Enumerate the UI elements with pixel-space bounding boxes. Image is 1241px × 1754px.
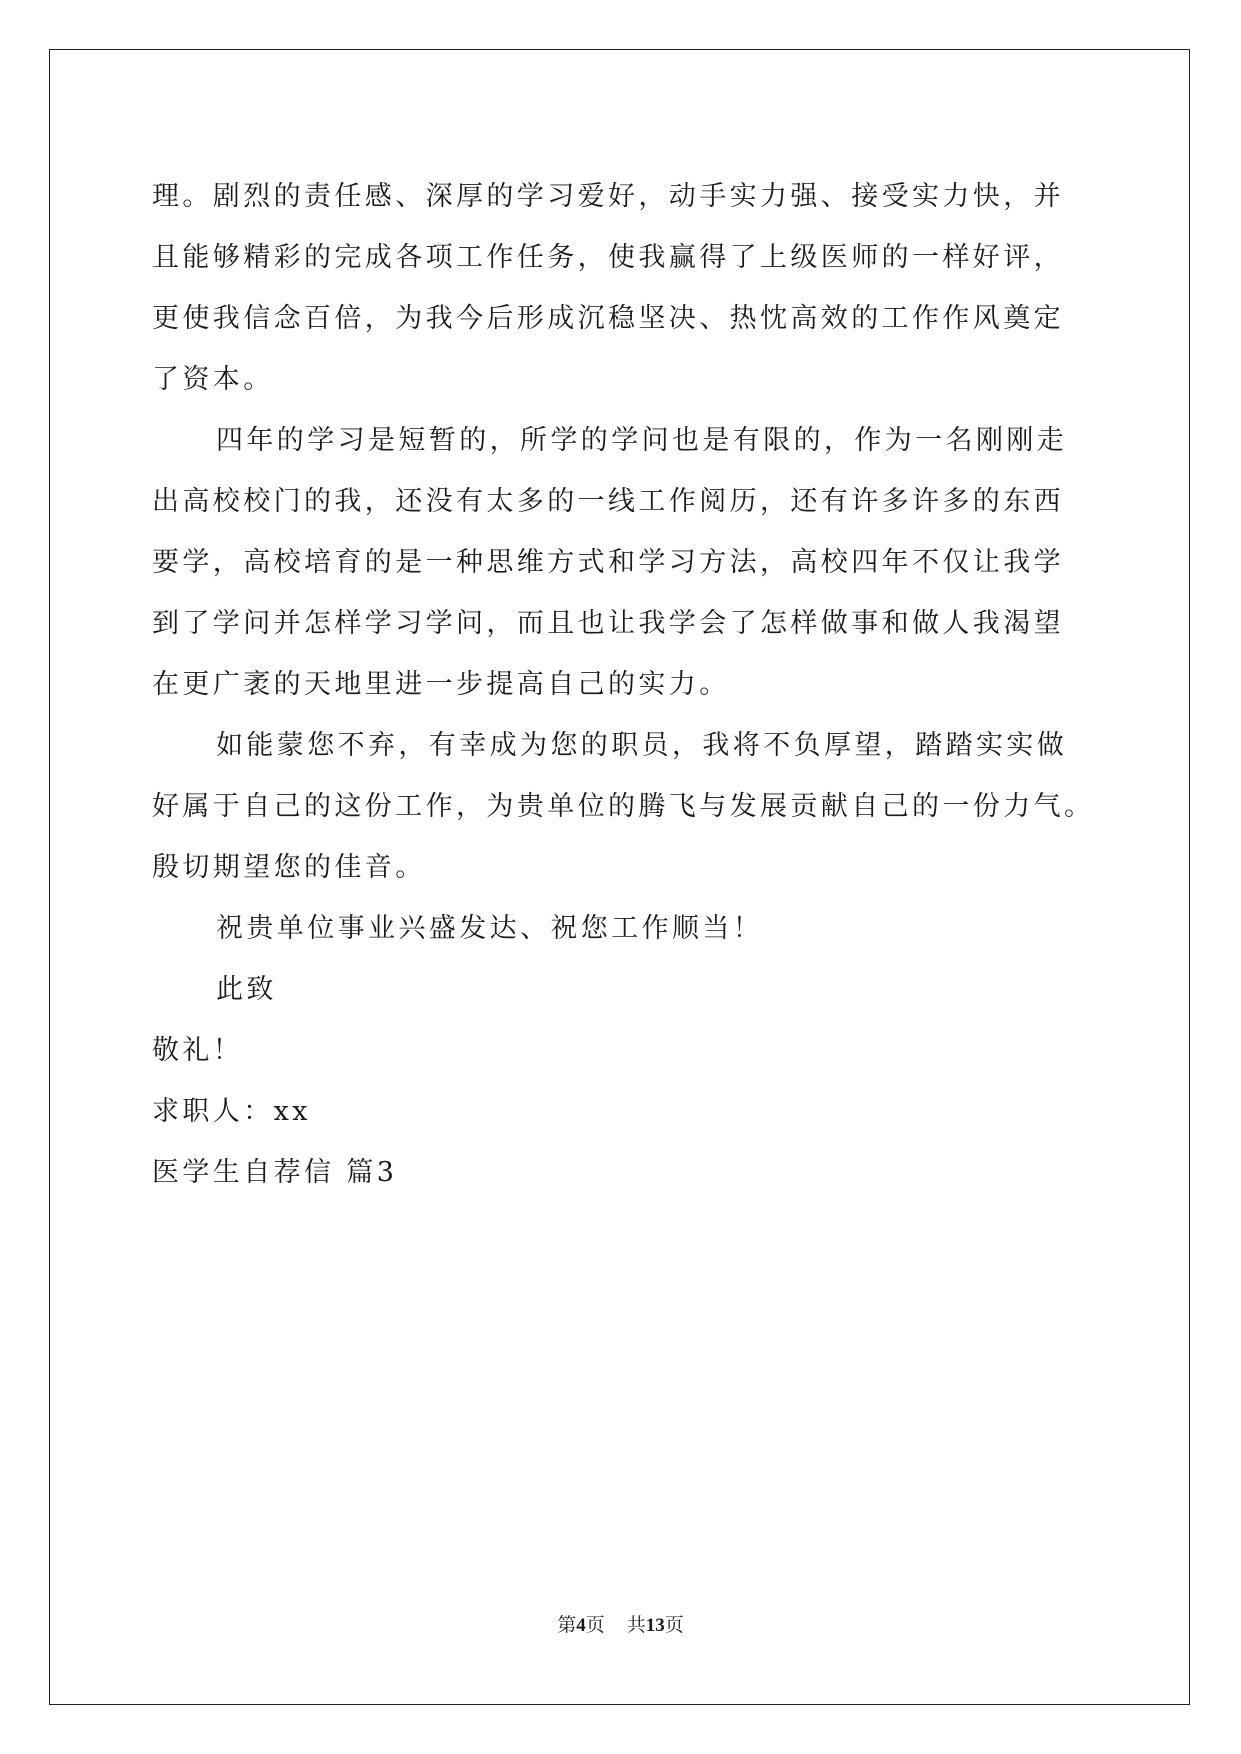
- document-body: [152, 166, 1095, 1203]
- page-footer: [0, 1610, 1241, 1637]
- paragraph-line: 且能够精彩的完成各项工作任务，使我赢得了上级医师的一样好评，: [152, 242, 1064, 273]
- paragraph-line: 要学，高校培育的是一种思维方式和学习方法，高校四年不仅让我学: [152, 547, 1064, 578]
- applicant-signature: 求职人：xx: [152, 1096, 311, 1127]
- section-heading: 医学生自荐信 篇3: [152, 1157, 398, 1188]
- page-prefix: 第: [557, 1615, 577, 1636]
- page-current: 4: [576, 1615, 586, 1636]
- total-suffix: 页: [664, 1615, 684, 1636]
- closing-wish: 祝贵单位事业兴盛发达、祝您工作顺当！: [216, 913, 764, 944]
- salutation: 此致: [216, 974, 277, 1005]
- paragraph-line: 四年的学习是短暂的，所学的学问也是有限的，作为一名刚刚走: [216, 425, 1068, 456]
- paragraph-line: 了资本。: [152, 364, 274, 395]
- paragraph-line: 如能蒙您不弃，有幸成为您的职员，我将不负厚望，踏踏实实做: [216, 730, 1068, 761]
- paragraph-line: 理。剧烈的责任感、深厚的学习爱好，动手实力强、接受实力快，并: [152, 181, 1064, 212]
- page-suffix: 页: [585, 1615, 605, 1636]
- paragraph-line: 出高校校门的我，还没有太多的一线工作阅历，还有许多许多的东西: [152, 486, 1064, 517]
- page-total: 13: [645, 1615, 665, 1636]
- paragraph-line: 殷切期望您的佳音。: [152, 852, 426, 883]
- paragraph-line: 更使我信念百倍，为我今后形成沉稳坚决、热忱高效的工作作风奠定: [152, 303, 1064, 334]
- paragraph-line: 好属于自己的这份工作，为贵单位的腾飞与发展贡献自己的一份力气。: [152, 791, 1095, 822]
- salutation-end: 敬礼！: [152, 1035, 244, 1066]
- paragraph-line: 到了学问并怎样学习学问，而且也让我学会了怎样做事和做人我渴望: [152, 608, 1064, 639]
- total-prefix: 共: [626, 1615, 646, 1636]
- paragraph-line: 在更广袤的天地里进一步提高自己的实力。: [152, 669, 730, 700]
